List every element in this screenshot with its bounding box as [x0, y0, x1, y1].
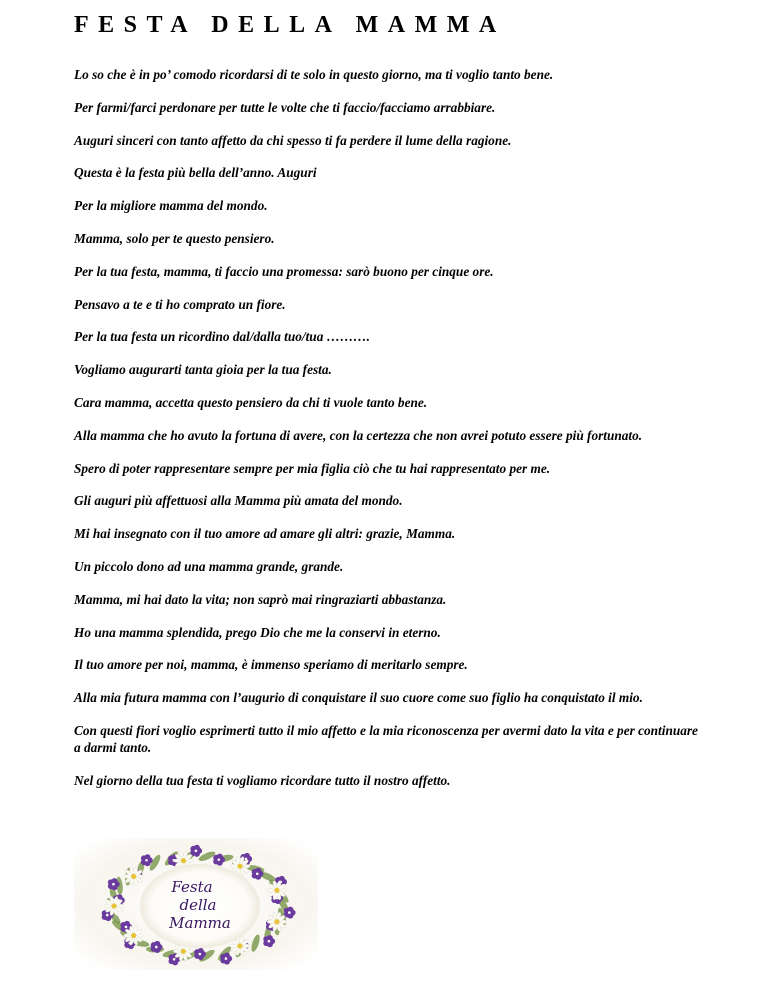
greeting-line: Pensavo a te e ti ho comprato un fiore. — [74, 296, 286, 312]
greeting-line: Per la migliore mamma del mondo. — [74, 198, 268, 214]
greeting-line: Per farmi/farci perdonare per tutte le volte che ti faccio/facciamo arrabbiare. — [74, 99, 496, 115]
greeting-line: Ho una mamma splendida, prego Dio che me la conservi in eterno. — [74, 624, 441, 640]
greeting-line: Per la tua festa un ricordino dal/dalla tuo/tua ………. — [74, 329, 370, 345]
greeting-line: Gli auguri più affettuosi alla Mamma più amata del mondo. — [74, 493, 403, 509]
greeting-line: Mi hai insegnato con il tuo amore ad amare gli altri: grazie, Mamma. — [74, 526, 456, 542]
greeting-line: Nel giorno della tua festa ti vogliamo ricordare tutto il nostro affetto. — [74, 772, 451, 788]
card-text-della: della — [179, 896, 217, 914]
greeting-line: Mamma, solo per te questo pensiero. — [74, 230, 275, 246]
greeting-line: Vogliamo augurarti tanta gioia per la tua festa. — [74, 362, 332, 378]
greeting-line: Spero di poter rappresentare sempre per mia figlia ciò che tu hai rappresentato per me. — [74, 460, 551, 476]
card-text-mamma: Mamma — [169, 914, 231, 932]
greeting-line: Lo so che è in po’ comodo ricordarsi di te solo in questo giorno, ma ti voglio tanto bene. — [74, 67, 554, 82]
page-title: FESTA DELLA MAMMA — [74, 12, 506, 38]
greeting-line: Con questi fiori voglio esprimerti tutto il mio affetto e la mia riconoscenza per avermi dato la vita e per continuare a darmi tanto. — [74, 722, 698, 755]
card-text-festa: Festa — [171, 878, 213, 896]
greeting-line: Alla mamma che ho avuto la fortuna di avere, con la certezza che non avrei potuto essere più fortunato. — [74, 427, 643, 443]
greetings-list — [74, 66, 704, 805]
greeting-line: Alla mia futura mamma con l’augurio di conquistare il suo cuore come suo figlio ha conquistato il mio. — [74, 690, 643, 706]
greeting-line: Cara mamma, accetta questo pensiero da chi ti vuole tanto bene. — [74, 394, 428, 410]
festa-della-mamma-card-image — [74, 838, 318, 970]
greeting-line: Questa è la festa più bella dell’anno. Auguri — [74, 165, 317, 181]
greeting-line: Auguri sinceri con tanto affetto da chi spesso ti fa perdere il lume della ragione. — [74, 132, 512, 148]
greeting-line: Il tuo amore per noi, mamma, è immenso speriamo di meritarlo sempre. — [74, 657, 468, 673]
greeting-line: Per la tua festa, mamma, ti faccio una promessa: sarò buono per cinque ore. — [74, 263, 494, 279]
greeting-line: Mamma, mi hai dato la vita; non saprò mai ringraziarti abbastanza. — [74, 591, 447, 607]
greeting-line: Un piccolo dono ad una mamma grande, grande. — [74, 558, 344, 574]
